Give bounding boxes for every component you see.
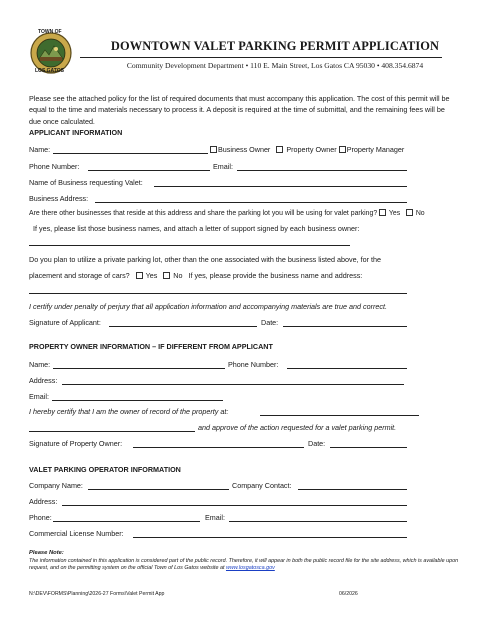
owner-address-label: Address:	[29, 376, 58, 385]
seal-bottom-text: LOS GATOS	[35, 68, 64, 74]
owner-property-address-field[interactable]	[260, 415, 419, 416]
operator-phone-field[interactable]	[53, 521, 200, 522]
owner-signature-label: Signature of Property Owner:	[29, 439, 123, 448]
company-contact-label: Company Contact:	[232, 481, 292, 490]
owner-certification-line1: I hereby certify that I am the owner of record of the property at:	[29, 407, 229, 416]
owner-name-label: Name:	[29, 360, 51, 369]
owner-property-address-field-cont[interactable]	[29, 431, 195, 432]
if-yes-list-instruction: If yes, please list those business names, and attach a letter of support signed by each business owner:	[33, 224, 360, 233]
private-lot-question-line2	[29, 271, 362, 280]
applicant-signature-field[interactable]	[109, 326, 257, 327]
business-owner-checkbox[interactable]	[210, 146, 217, 153]
other-businesses-question	[29, 209, 425, 218]
private-lot-details-field[interactable]	[29, 293, 407, 294]
operator-address-label: Address:	[29, 497, 58, 506]
owner-email-label: Email:	[29, 392, 49, 401]
owner-email-field[interactable]	[52, 400, 223, 401]
business-name-field[interactable]	[154, 186, 407, 187]
if-yes-provide-text: If yes, please provide the business name and address:	[188, 271, 363, 280]
other-businesses-yes-label: Yes	[388, 210, 401, 217]
applicant-email-label: Email:	[213, 162, 233, 171]
applicant-certification: I certify under penalty of perjury that all application information and accompanying materials are true and correct.	[29, 302, 387, 311]
header-divider	[80, 57, 442, 58]
property-manager-label: Property Manager	[346, 145, 405, 154]
property-owner-label: Property Owner	[286, 145, 337, 154]
property-owner-heading: PROPERTY OWNER INFORMATION – IF DIFFERENT FROM APPLICANT	[29, 342, 273, 351]
operator-heading: VALET PARKING OPERATOR INFORMATION	[29, 465, 181, 474]
business-address-label: Business Address:	[29, 194, 89, 203]
applicant-heading: APPLICANT INFORMATION	[29, 128, 123, 137]
private-lot-yes-label: Yes	[145, 271, 158, 280]
other-businesses-no-checkbox[interactable]	[406, 209, 413, 216]
license-field[interactable]	[133, 537, 407, 538]
footer-file-path: N:\DEV\FORMS\Planning\2026-27 Forms\Valet Permit App	[29, 591, 165, 597]
private-lot-no-checkbox[interactable]	[163, 272, 170, 279]
owner-date-field[interactable]	[330, 447, 407, 448]
footer-revision-date: 06/2026	[339, 591, 358, 597]
business-name-label: Name of Business requesting Valet:	[29, 178, 143, 187]
other-businesses-no-label: No	[415, 210, 425, 217]
company-contact-field[interactable]	[298, 489, 407, 490]
owner-certification-line2: and approve of the action requested for a valet parking permit.	[198, 423, 397, 432]
note-paragraph	[29, 558, 459, 572]
private-lot-no-label: No	[173, 271, 183, 280]
license-label: Commercial License Number:	[29, 529, 124, 538]
applicant-date-label: Date:	[261, 318, 279, 327]
business-address-field[interactable]	[95, 202, 407, 203]
department-address: Community Development Department • 110 E. Main Street, Los Gatos CA 95030 • 408.354.6874	[126, 61, 424, 70]
owner-name-field[interactable]	[53, 368, 225, 369]
operator-email-field[interactable]	[229, 521, 407, 522]
note-text: The information contained in this application is considered part of the public record. Therefore, it will appear in both the public record file for the site address, which is available upon request, and on the permitting system on the official Town of Los Gatos website at	[29, 558, 459, 571]
owner-phone-field[interactable]	[287, 368, 407, 369]
applicant-signature-label: Signature of Applicant:	[29, 318, 101, 327]
other-businesses-question-text: Are there other businesses that reside at this address and share the parking lot you will be using for valet parking?	[29, 210, 378, 217]
applicant-phone-field[interactable]	[88, 170, 210, 171]
private-lot-yes-checkbox[interactable]	[136, 272, 143, 279]
other-businesses-field[interactable]	[29, 245, 350, 246]
town-website-link[interactable]: www.losgatosca.gov	[225, 565, 275, 571]
operator-phone-label: Phone:	[29, 513, 52, 522]
applicant-date-field[interactable]	[283, 326, 407, 327]
property-manager-checkbox[interactable]	[339, 146, 346, 153]
intro-paragraph: Please see the attached policy for the list of required documents that must accompany this application. The cost of this permit will be equal to the time and materials necessary to process it. A deposit is required at the time of submittal, and the remaining fees will be due once calculated.	[29, 94, 450, 126]
applicant-email-field[interactable]	[237, 170, 407, 171]
seal-top-text: TOWN OF	[38, 29, 62, 35]
company-name-label: Company Name:	[29, 481, 83, 490]
property-owner-checkbox[interactable]	[276, 146, 283, 153]
business-owner-label: Business Owner	[218, 145, 271, 154]
owner-phone-label: Phone Number:	[228, 360, 279, 369]
applicant-name-field[interactable]	[53, 153, 208, 154]
company-name-field[interactable]	[88, 489, 229, 490]
operator-email-label: Email:	[205, 513, 225, 522]
page-title: DOWNTOWN VALET PARKING PERMIT APPLICATION	[110, 39, 440, 53]
operator-address-field[interactable]	[62, 505, 407, 506]
note-heading: Please Note:	[29, 550, 64, 556]
role-options	[210, 145, 404, 154]
applicant-name-label: Name:	[29, 145, 51, 154]
other-businesses-yes-checkbox[interactable]	[379, 209, 386, 216]
private-lot-question-line1: Do you plan to utilize a private parking lot, other than the one associated with the business listed above, for the	[29, 255, 382, 264]
owner-address-field[interactable]	[62, 384, 404, 385]
owner-signature-field[interactable]	[133, 447, 304, 448]
owner-date-label: Date:	[308, 439, 326, 448]
private-lot-question-text: placement and storage of cars?	[29, 271, 130, 280]
applicant-phone-label: Phone Number:	[29, 162, 80, 171]
